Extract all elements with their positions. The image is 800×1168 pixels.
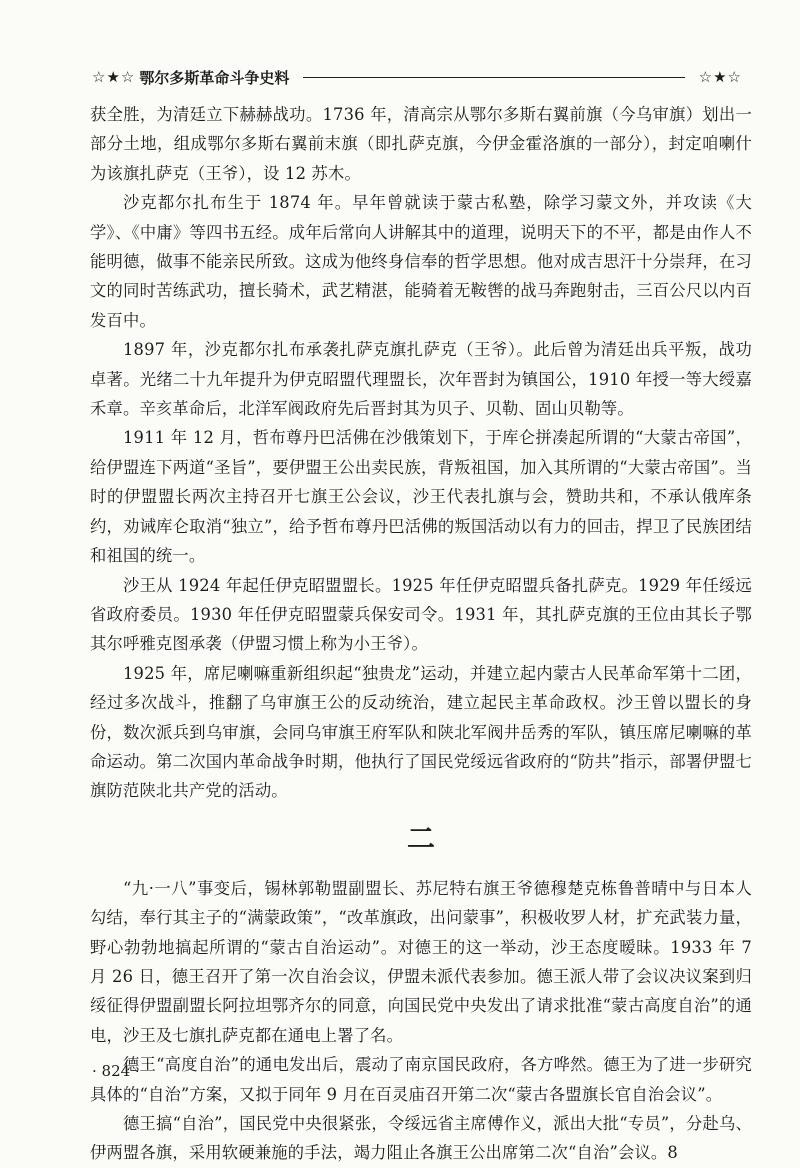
- paragraph: 德王“高度自治”的通电发出后，震动了南京国民政府，各方哗然。德王为了进一步研究具体的“自治”方案，又拟于同年 9 月在百灵庙召开第二次“蒙古各盟旗长官自治会议”。: [90, 1055, 752, 1104]
- paragraph: “九·一八”事变后，锡林郭勒盟副盟长、苏尼特右旗王爷德穆楚克栋鲁普晴中与日本人勾结，奉行其主子的“满蒙政策”，“改革旗政，出问蒙事”，积极收罗人材，扩充武装力量，野心勃勃地搞起所谓的“蒙古自治运动”。对德王的这一举动，沙王态度暧昧。1933 年 7 月 26 日，德王召开了第一次自治会议，伊盟未派代表参加。德王派人带了会议决议案到归绥征得伊盟副盟长阿拉坦鄂齐尔的同意，向国民党中央发出了请求批准“蒙古高度自治”的通电，沙王及七旗扎萨克都在通电上署了名。: [90, 878, 752, 1045]
- paragraph: 1925 年，席尼喇嘛重新组织起“独贵龙”运动，并建立起内蒙古人民革命军第十二团，经过多次战斗，推翻了乌审旗王公的反动统治，建立起民主革命政权。沙王曾以盟长的身份，数次派兵到乌审旗，会同乌审旗王府军队和陕北军阀井岳秀的军队，镇压席尼喇嘛的革命运动。第二次国内革命战争时期，他执行了国民党绥远省政府的“防共”指示，部署伊盟七旗防范陕北共产党的活动。: [90, 663, 752, 801]
- page-number: · 824 ·: [92, 1062, 140, 1080]
- star-ornament-right: ☆★☆: [698, 68, 742, 86]
- paragraph: 德王搞“自治”，国民党中央很紧张，令绥远省主席傅作义，派出大批“专员”，分赴乌、伊两盟各旗，采用软硬兼施的手法，竭力阻止各旗王公出席第二次“自治”会议。8: [90, 1114, 752, 1163]
- header-rule: [303, 77, 684, 78]
- running-header: [92, 64, 742, 90]
- paragraph: 获全胜，为清廷立下赫赫战功。1736 年，清高宗从鄂尔多斯右翼前旗（今乌审旗）划出一部分土地，组成鄂尔多斯右翼前末旗（即扎萨克旗，今伊金霍洛旗的一部分），封定咱喇什为该旗扎萨克（王爷），设 12 苏木。: [90, 105, 752, 183]
- paragraph: 沙王从 1924 年起任伊克昭盟盟长。1925 年任伊克昭盟兵备扎萨克。1929 年任绥远省政府委员。1930 年任伊克昭盟蒙兵保安司令。1931 年，其扎萨克旗的王位由其长子鄂其尔呼雅克图承袭（伊盟习惯上称为小王爷）。: [90, 575, 752, 654]
- section-number: 二: [406, 821, 435, 855]
- paragraph: 1897 年，沙克都尔扎布承袭扎萨克旗扎萨克（王爷）。此后曾为清廷出兵平叛，战功卓著。光绪二十九年提升为伊克昭盟代理盟长，次年晋封为镇国公，1910 年授一等大绶嘉禾章。辛亥革命后，北洋军阀政府先后晋封其为贝子、贝勒、固山贝勒等。: [90, 340, 752, 419]
- body-text: [90, 100, 752, 1168]
- star-ornament-left: ☆★☆: [92, 68, 136, 86]
- running-title: 鄂尔多斯革命斗争史料: [139, 68, 290, 87]
- paragraph: 沙克都尔扎布生于 1874 年。早年曾就读于蒙古私塾，除学习蒙文外，并攻读《大学》、《中庸》等四书五经。成年后常向人讲解其中的道理，说明天下的不平，都是由作人不能明德，做事不能亲民所致。这成为他终身信奉的哲学思想。他对成吉思汗十分崇拜，在习文的同时苦练武功，擅长骑术，武艺精湛，能骑着无鞍辔的战马奔跑射击，三百公尺以内百发百中。: [90, 193, 752, 330]
- paragraph: 1911 年 12 月，哲布尊丹巴活佛在沙俄策划下，于库仑拼凑起所谓的“大蒙古帝国”，给伊盟连下两道“圣旨”，要伊盟王公出卖民族，背叛祖国，加入其所谓的“大蒙古帝国”。当时的伊盟盟长两次主持召开七旗王公会议，沙王代表扎旗与会，赞助共和，不承认俄库条约，劝诫库仑取消“独立”，给予哲布尊丹巴活佛的叛国活动以有力的回击，捍卫了民族团结和祖国的统一。: [90, 428, 752, 566]
